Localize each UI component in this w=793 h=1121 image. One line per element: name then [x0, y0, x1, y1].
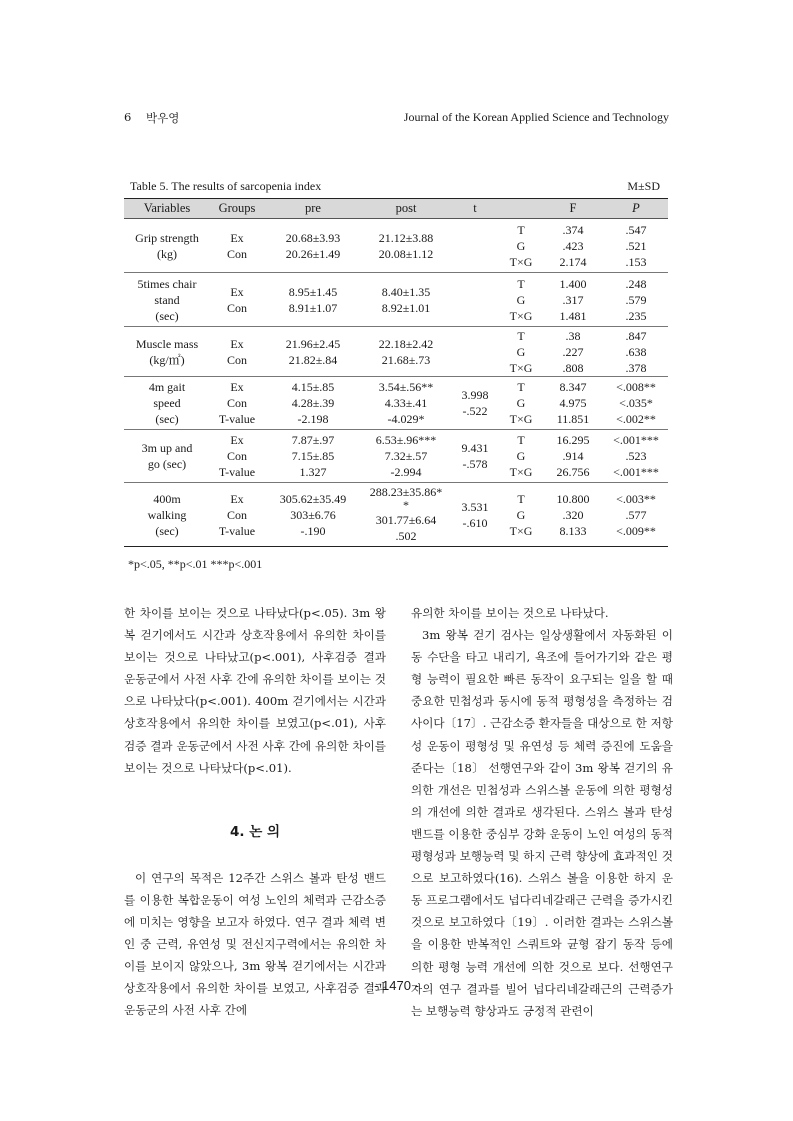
cell-line: G: [516, 344, 526, 359]
cell-line: 4.28±.39: [291, 396, 335, 410]
table-caption: Table 5. The results of sarcopenia index: [130, 179, 322, 193]
cell-line: Ex: [230, 433, 244, 447]
cell-line: Ex: [230, 230, 244, 245]
author-name: 박우영: [146, 111, 180, 125]
table-cell-P: [604, 327, 668, 377]
table-cell-effects: [500, 430, 542, 483]
cell-line: <.008**: [616, 380, 656, 394]
journal-title: Journal of the Korean Applied Science and Technology: [403, 110, 669, 124]
table-cell-F: [542, 377, 604, 430]
table-cell-t: [450, 327, 500, 377]
table-cell-pre: [264, 273, 362, 327]
paragraph: 유의한 차이를 보이는 것으로 나타났다.: [411, 606, 609, 620]
cell-line: -2.994: [390, 465, 422, 479]
table-caption-row: [130, 179, 660, 194]
cell-line: .521: [625, 238, 647, 253]
cell-line: 400m: [153, 491, 181, 506]
table-cell-effects: [500, 273, 542, 327]
cell-line: 4.15±.85: [291, 380, 335, 394]
cell-line: 6.53±.96***: [375, 433, 437, 447]
table-cell-F: [542, 327, 604, 377]
cell-line: T×G: [509, 254, 533, 269]
page-number-footer: - 1470 -: [374, 978, 419, 993]
cell-line: .374: [562, 222, 584, 237]
cell-line: Muscle mass: [135, 336, 199, 351]
cell-line: G: [516, 507, 526, 522]
col-header: [500, 199, 542, 219]
table-cell-groups: [210, 273, 264, 327]
cell-line: 11.851: [556, 412, 590, 426]
cell-line: Con: [226, 396, 247, 410]
table-cell-variable: [124, 483, 210, 547]
cell-line: T×G: [509, 308, 533, 323]
cell-line: -4.029*: [387, 412, 425, 426]
cell-line: T-value: [218, 412, 256, 426]
cell-line: <.009**: [616, 523, 656, 538]
paragraph: 한 차이를 보이는 것으로 나타났다(p<.05). 3m 왕복 걷기에서도 시간과 상호작용에서 유의한 차이를 보이는 것으로 나타났고(p<.001), 사후검증 결과 운동군에서 사전 사후 간에 유의한 차이를 보이는 것으로 나타났다(p<.001). 400m 걷기에서는 시간과 상호작용에서 유의한 차이를 보였고(p<.01), 사후 검증 결과 운동군에서 사전 사후 간에 유의한 차이를 보이는 것으로 나타났다(p<.01).: [124, 606, 386, 775]
cell-line: 288.23±35.86*: [369, 484, 443, 499]
cell-line: 1.327: [299, 465, 327, 479]
table-cell-pre: [264, 483, 362, 547]
cell-line: 8.133: [559, 523, 587, 538]
cell-line: G: [516, 238, 526, 253]
cell-line: 26.756: [556, 465, 590, 479]
cell-line: 5times chair: [137, 276, 197, 291]
cell-line: 301.77±6.64: [375, 512, 437, 527]
cell-line: 22.18±2.42: [378, 336, 434, 351]
cell-line: 3m up and: [141, 441, 193, 455]
table-header-row: [124, 199, 668, 219]
table-cell-post: [362, 273, 450, 327]
table-cell-variable: [124, 430, 210, 483]
cell-line: 303±6.76: [290, 507, 336, 522]
cell-line: -.578: [462, 457, 488, 471]
cell-line: 7.87±.97: [291, 433, 335, 447]
table-unit: M±SD: [627, 179, 660, 193]
cell-line: .577: [625, 507, 647, 522]
cell-line: 3.531: [461, 499, 489, 514]
table-row: [124, 219, 668, 273]
col-header: Variables: [124, 199, 210, 219]
cell-line: T×G: [509, 360, 533, 375]
cell-line: 7.15±.85: [291, 449, 335, 463]
cell-line: <.001***: [613, 433, 659, 447]
cell-line: .523: [625, 449, 647, 463]
cell-line: <.035*: [619, 396, 653, 410]
cell-line: -2.198: [297, 412, 329, 426]
table-row: [124, 430, 668, 483]
cell-line: T: [517, 328, 525, 343]
cell-line: T: [517, 433, 525, 447]
table-cell-post: [362, 327, 450, 377]
cell-line: 8.92±1.01: [381, 300, 431, 315]
table-row: [124, 377, 668, 430]
table-cell-P: [604, 430, 668, 483]
cell-line: T: [517, 222, 525, 237]
cell-line: 21.68±.73: [381, 352, 431, 367]
table-cell-P: [604, 377, 668, 430]
sarcopenia-results-table: [124, 198, 668, 547]
cell-line: .153: [625, 254, 647, 269]
table-cell-variable: [124, 327, 210, 377]
section-title: 4. 논 의: [229, 823, 280, 840]
table-cell-effects: [500, 327, 542, 377]
table-cell-pre: [264, 377, 362, 430]
cell-line: Ex: [230, 380, 244, 394]
running-header: [124, 110, 669, 128]
cell-line: .378: [625, 360, 647, 375]
table-cell-t: [450, 219, 500, 273]
cell-line: Grip strength: [135, 230, 199, 245]
table-cell-t: [450, 273, 500, 327]
cell-line: (kg/㎡): [149, 352, 185, 367]
cell-line: 4m gait: [148, 380, 186, 394]
cell-line: T×G: [509, 412, 533, 426]
paragraph: 이 연구의 목적은 12주간 스위스 볼과 탄성 밴드를 이용한 복합운동이 여성 노인의 체력과 근감소증에 미치는 영향을 보고자 하였다. 연구 결과 체력 변인 중 근력, 유연성 및 전신지구력에서는 유의한 차이를 보이지 않았으나, 3m 왕복 걷기에서는 시간과 상호작용에서 유의한 차이를 보였고, 사후검증 결과 운동군의 사전 사후 간에: [124, 870, 386, 1018]
cell-line: <.003**: [616, 491, 656, 506]
cell-line: T-value: [218, 465, 256, 479]
cell-line: <.001***: [613, 465, 659, 479]
right-column: [411, 602, 673, 1022]
cell-line: go (sec): [147, 457, 187, 471]
page-number-header: 6: [124, 110, 132, 124]
table-cell-post: [362, 377, 450, 430]
cell-line: T×G: [509, 465, 533, 479]
table-cell-groups: [210, 430, 264, 483]
table-cell-post: [362, 219, 450, 273]
cell-line: (kg): [157, 246, 177, 261]
cell-line: *: [403, 497, 409, 512]
table-footnote: *p<.05, **p<.01 ***p<.001: [128, 557, 263, 571]
cell-line: 10.800: [556, 491, 590, 506]
col-header: F: [542, 199, 604, 219]
table-cell-groups: [210, 483, 264, 547]
table-cell-P: [604, 273, 668, 327]
table-cell-post: [362, 483, 450, 547]
cell-line: .847: [625, 328, 647, 343]
cell-line: Ex: [230, 336, 244, 351]
table-cell-groups: [210, 327, 264, 377]
cell-line: 3.998: [461, 388, 489, 402]
cell-line: 7.32±.57: [384, 449, 428, 463]
col-header: pre: [264, 199, 362, 219]
cell-line: 8.91±1.07: [288, 300, 338, 315]
cell-line: 2.174: [559, 254, 587, 269]
table-cell-variable: [124, 273, 210, 327]
cell-line: 9.431: [461, 441, 489, 455]
cell-line: T: [517, 276, 525, 291]
table-cell-effects: [500, 219, 542, 273]
table-cell-t: [450, 377, 500, 430]
col-header: P: [604, 199, 668, 219]
cell-line: 20.08±1.12: [378, 246, 434, 261]
cell-line: .38: [565, 328, 581, 343]
cell-line: T-value: [218, 523, 256, 538]
table-cell-pre: [264, 327, 362, 377]
cell-line: .638: [625, 344, 647, 359]
cell-line: 21.96±2.45: [285, 336, 341, 351]
table-cell-t: [450, 483, 500, 547]
cell-line: Con: [226, 507, 247, 522]
cell-line: -.522: [462, 404, 488, 418]
cell-line: .317: [562, 292, 584, 307]
table-cell-variable: [124, 377, 210, 430]
cell-line: .248: [625, 276, 647, 291]
table-cell-F: [542, 273, 604, 327]
cell-line: stand: [154, 292, 180, 307]
cell-line: .547: [625, 222, 647, 237]
table-cell-groups: [210, 377, 264, 430]
cell-line: .502: [395, 528, 417, 543]
cell-line: G: [516, 292, 526, 307]
cell-line: 1.481: [559, 308, 587, 323]
cell-line: 1.400: [559, 276, 587, 291]
cell-line: .423: [562, 238, 584, 253]
cell-line: -.190: [300, 523, 326, 538]
table-cell-post: [362, 430, 450, 483]
cell-line: <.002**: [616, 412, 656, 426]
cell-line: 21.12±3.88: [378, 230, 434, 245]
table-cell-pre: [264, 430, 362, 483]
table-cell-P: [604, 483, 668, 547]
cell-line: G: [516, 449, 526, 463]
cell-line: T×G: [509, 523, 533, 538]
cell-line: 3.54±.56**: [378, 380, 434, 394]
table-cell-t: [450, 430, 500, 483]
cell-line: speed: [153, 396, 181, 410]
table-body: [124, 219, 668, 547]
cell-line: 20.26±1.49: [285, 246, 341, 261]
table-cell-effects: [500, 483, 542, 547]
cell-line: .227: [562, 344, 584, 359]
table-cell-F: [542, 219, 604, 273]
cell-line: 8.95±1.45: [288, 284, 338, 299]
cell-line: .808: [562, 360, 584, 375]
table-cell-effects: [500, 377, 542, 430]
cell-line: 21.82±.84: [288, 352, 338, 367]
cell-line: Ex: [230, 491, 244, 506]
cell-line: G: [516, 396, 526, 410]
col-header: t: [450, 199, 500, 219]
table-cell-pre: [264, 219, 362, 273]
cell-line: Con: [226, 449, 247, 463]
cell-line: Con: [226, 246, 247, 261]
cell-line: 8.347: [559, 380, 587, 394]
cell-line: T: [517, 380, 525, 394]
cell-line: Con: [226, 352, 247, 367]
cell-line: (sec): [155, 412, 179, 426]
cell-line: .320: [562, 507, 584, 522]
cell-line: Con: [226, 300, 247, 315]
table-cell-F: [542, 430, 604, 483]
left-column: [124, 602, 386, 1022]
cell-line: (sec): [155, 308, 179, 323]
cell-line: Ex: [230, 284, 244, 299]
cell-line: -.610: [462, 515, 488, 530]
cell-line: .914: [562, 449, 584, 463]
cell-line: 4.975: [559, 396, 587, 410]
cell-line: (sec): [155, 523, 179, 538]
col-header: post: [362, 199, 450, 219]
col-header: Groups: [210, 199, 264, 219]
cell-line: .579: [625, 292, 647, 307]
cell-line: 305.62±35.49: [279, 491, 347, 506]
table-cell-P: [604, 219, 668, 273]
table-row: [124, 483, 668, 547]
cell-line: 16.295: [556, 433, 590, 447]
cell-line: .235: [625, 308, 647, 323]
table-cell-groups: [210, 219, 264, 273]
cell-line: T: [517, 491, 525, 506]
paragraph: 3m 왕복 걷기 검사는 일상생활에서 자동화된 이동 수단을 타고 내리기, 욕조에 들어가기와 같은 평형 능력이 필요한 빠른 동작이 요구되는 일을 할 때 중요한 민첩성과 동시에 동적 평형성을 측정하는 검사이다〔17〕. 근감소증 환자들을 대상으로 한 저항성 운동이 평형성 및 유연성 등 체력 증진에 도움을 준다는〔18〕 선행연구와 같이 3m 왕복 걷기의 유의한 개선은 민첩성과 스위스볼 운동에 의한 평형성의 개선에 의한 결과로 생각된다. 스위스 볼과 탄성 밴드를 이용한 중심부 강화 운동이 노인 여성의 동적 평형성과 보행능력 및 하지 근력 향상에 효과적인 것으로 보고하였다(16). 스위스 볼을 이용한 하지 운동 프로그램에서도 넙다리네갈래근 근력을 증가시킨 것으로 보고하였다〔19〕. 이러한 결과는 스위스볼을 이용한 반복적인 스쿼트와 균형 잡기 동작 등에 의한 평형 능력 개선에 의한 것으로 보다. 선행연구자의 연구 결과를 빌어 넙다리네갈래근의 근력증가는 보행능력 향상과도 긍정적 관련이: [411, 628, 673, 1018]
cell-line: walking: [147, 507, 187, 522]
table-row: [124, 273, 668, 327]
table-cell-F: [542, 483, 604, 547]
table-row: [124, 327, 668, 377]
table-cell-variable: [124, 219, 210, 273]
cell-line: 4.33±.41: [384, 396, 428, 410]
cell-line: 8.40±1.35: [381, 284, 431, 299]
cell-line: 20.68±3.93: [285, 230, 341, 245]
